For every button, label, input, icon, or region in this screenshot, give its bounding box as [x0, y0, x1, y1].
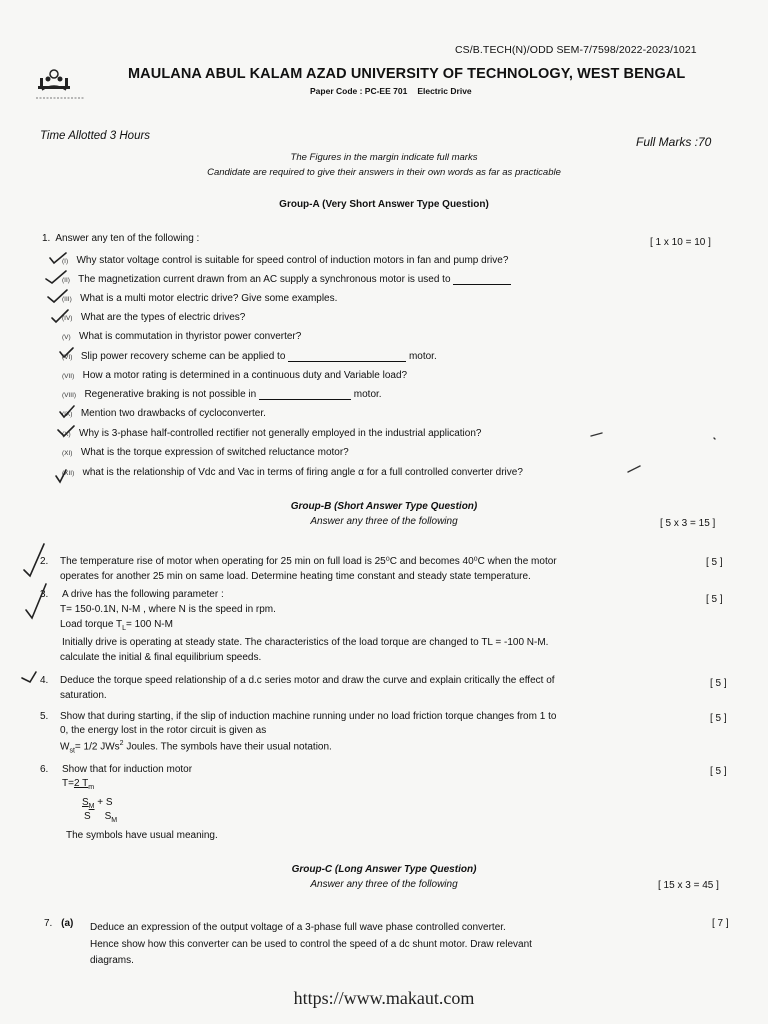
item-text: Why stator voltage control is suitable for speed control of induction motors in fan and pump drive?: [76, 255, 509, 266]
item-text: How a motor rating is determined in a continuous duty and Variable load?: [82, 370, 408, 381]
formula-term: S: [82, 797, 89, 808]
question-line: diagrams.: [90, 955, 134, 966]
group-b-title: Group-B (Short Answer Type Question): [290, 501, 478, 512]
item-number: (XI): [62, 450, 73, 457]
item-text: The magnetization current drawn from an AC supply a synchronous motor is used to: [78, 274, 451, 285]
item-text: What is the torque expression of switched reluctance motor?: [80, 447, 349, 458]
answer-blank: [453, 274, 511, 285]
formula-denominator-bottom: [84, 811, 117, 824]
question-line: T= 150-0.1N, N-M , where N is the speed in rpm.: [60, 604, 276, 615]
formula-num: 2 T: [73, 778, 89, 789]
question-number: 7.: [44, 918, 53, 929]
group-b-subtitle: Answer any three of the following: [310, 516, 458, 527]
list-item: [62, 293, 337, 304]
item-text: Why is 3-phase half-controlled rectifier not generally employed in the industrial application?: [79, 428, 482, 439]
instruction-line-1: The Figures in the margin indicate full marks: [290, 152, 478, 163]
subscript: L: [122, 625, 126, 632]
load-torque-label: Load torque T: [60, 619, 123, 630]
question-7-marks: [ 7 ]: [712, 918, 729, 929]
question-part: (a): [61, 918, 74, 929]
question-line: A drive has the following parameter :: [62, 589, 224, 600]
question-5-marks: [ 5 ]: [710, 713, 727, 724]
tick-mark: [60, 348, 73, 357]
item-text: What is commutation in thyristor power converter?: [79, 331, 302, 342]
item-number: (V): [62, 334, 71, 341]
question-6: [40, 764, 218, 841]
tick-mark: [52, 310, 68, 322]
tick-mark: [60, 406, 74, 417]
question-line: Show that for induction motor: [62, 764, 193, 775]
item-number: (VI): [62, 354, 73, 361]
question-2-marks: [ 5 ]: [706, 557, 723, 568]
question-line: The temperature rise of motor when operating for 25 min on full load is 25⁰C and becomes 40⁰C when the motor: [60, 556, 557, 567]
question-number: 3.: [40, 589, 49, 600]
instruction-line-2: Candidate are required to give their answers in their own words as far as practicable: [207, 167, 561, 178]
item-number: (VIII): [62, 392, 77, 399]
list-item: [62, 331, 301, 342]
full-marks: Full Marks :70: [636, 135, 712, 149]
item-text: What is a multi motor electric drive? Give some examples.: [80, 293, 338, 304]
energy-formula: = 1/2 JWs: [74, 741, 120, 753]
group-c-subtitle: Answer any three of the following: [310, 879, 458, 890]
handwritten-tick-marks: [40, 250, 76, 490]
question-line: [60, 740, 332, 754]
handwritten-dashes: [588, 428, 718, 478]
list-item: [62, 389, 382, 400]
question-number: 6.: [40, 764, 49, 775]
question-line: Show that during starting, if the slip of induction machine running under no load friction torque changes from 1 to: [60, 711, 557, 722]
item-number: (III): [62, 296, 72, 303]
group-a-title: Group-A (Very Short Answer Type Question): [279, 199, 489, 210]
question-line: operates for another 25 min on same load. Determine heating time constant and steady state temperature.: [60, 571, 531, 582]
list-item: [62, 274, 511, 285]
item-text: Slip power recovery scheme can be applied to: [80, 351, 286, 362]
tick-mark: [58, 426, 74, 436]
question-number: 2.: [40, 556, 49, 567]
university-name: MAULANA ABUL KALAM AZAD UNIVERSITY OF TECHNOLOGY, WEST BENGAL: [128, 66, 686, 82]
formula-denominator-top: [82, 797, 113, 810]
item-number: (IV): [62, 315, 73, 322]
item-number: (VII): [62, 373, 75, 380]
group-a-marks: [ 1 x 10 = 10 ]: [650, 237, 711, 248]
formula-numerator: [62, 778, 94, 791]
subscript: M: [88, 803, 95, 810]
group-c-title: Group-C (Long Answer Type Question): [291, 864, 477, 875]
handwritten-tick-marks: [20, 540, 60, 690]
paper-name: Electric Drive: [417, 86, 472, 96]
list-item: [62, 428, 481, 439]
list-item: [62, 370, 407, 381]
item-number: (IX): [62, 411, 73, 418]
answer-blank: [288, 351, 406, 362]
list-item: [62, 312, 245, 323]
formula-term: + S: [97, 797, 113, 808]
subscript: M: [111, 817, 118, 824]
tick-mark: [22, 672, 36, 682]
question-number: 4.: [40, 675, 49, 686]
item-number: (II): [62, 277, 70, 284]
question-line: [60, 619, 173, 632]
tick-mark: [56, 470, 66, 482]
question-line: Deduce the torque speed relationship of a d.c series motor and draw the curve and explain critically the effect of: [60, 675, 555, 686]
load-torque-value: = 100 N-M: [126, 619, 173, 630]
superscript: 2: [119, 740, 124, 747]
tick-mark: [26, 584, 49, 618]
list-item: [62, 408, 266, 419]
item-tail: motor.: [408, 351, 437, 362]
formula-lhs: T=: [62, 778, 74, 789]
item-text: What are the types of electric drives?: [80, 312, 246, 323]
item-text: what is the relationship of Vdc and Vac in terms of firing angle α for a full controlled converter drive?: [82, 467, 523, 478]
question-line: Deduce an expression of the output voltage of a 3-phase full wave phase controlled converter.: [90, 922, 506, 933]
answer-blank: [259, 389, 351, 400]
question-line: saturation.: [60, 690, 107, 701]
list-item: [62, 447, 349, 458]
question-6-marks: [ 5 ]: [710, 766, 727, 777]
question-line: Hence show how this converter can be used to control the speed of a dc shunt motor. Draw relevant: [90, 939, 532, 950]
item-text: Regenerative braking is not possible in: [84, 389, 257, 400]
question-number: 5.: [40, 711, 49, 722]
question-line: 0, the energy lost in the rotor circuit is given as: [60, 725, 267, 736]
question-line: Initially drive is operating at steady state. The characteristics of the load torque are changed to TL = -100 N-M.: [62, 637, 549, 648]
energy-symbol: W: [60, 741, 70, 753]
university-logo: [36, 64, 92, 108]
question-4-marks: [ 5 ]: [710, 678, 727, 689]
item-number: (I): [62, 258, 69, 265]
exam-code: CS/B.TECH(N)/ODD SEM-7/7598/2022-2023/1021: [455, 44, 697, 56]
paper-info: [310, 86, 482, 96]
tick-mark: [48, 290, 67, 302]
footer-url[interactable]: https://www.makaut.com: [293, 988, 475, 1008]
list-item: [62, 467, 523, 478]
list-item: [62, 255, 508, 266]
time-allotted: Time Allotted 3 Hours: [40, 130, 151, 142]
formula-term: S: [104, 811, 112, 822]
question-line: calculate the initial & final equilibrium speeds.: [60, 652, 262, 663]
paper-code: Paper Code : PC-EE 701: [310, 86, 408, 96]
group-b-marks: [ 5 x 3 = 15 ]: [660, 518, 716, 529]
formula-term: S: [84, 811, 91, 822]
question-3-marks: [ 5 ]: [706, 594, 723, 605]
subscript: m: [88, 784, 95, 791]
tick-mark: [24, 544, 44, 576]
item-tail: motor.: [353, 389, 382, 400]
item-text: Mention two drawbacks of cycloconverter.: [80, 408, 266, 419]
item-number: (XII): [62, 470, 75, 477]
formula-tail: Joules. The symbols have their usual notation.: [123, 741, 332, 753]
question-7: [44, 918, 532, 966]
item-number: (X): [62, 431, 71, 438]
subscript: st: [69, 747, 75, 755]
question-5: [40, 711, 557, 755]
group-c-marks: [ 15 x 3 = 45 ]: [658, 880, 719, 891]
tick-mark: [50, 253, 69, 265]
question-number: 1.: [42, 233, 51, 244]
question-text: Answer any ten of the following :: [55, 233, 200, 244]
tick-mark: [46, 271, 66, 283]
question-line: The symbols have usual meaning.: [66, 830, 218, 841]
list-item: [62, 351, 437, 362]
question-1: [42, 233, 199, 244]
